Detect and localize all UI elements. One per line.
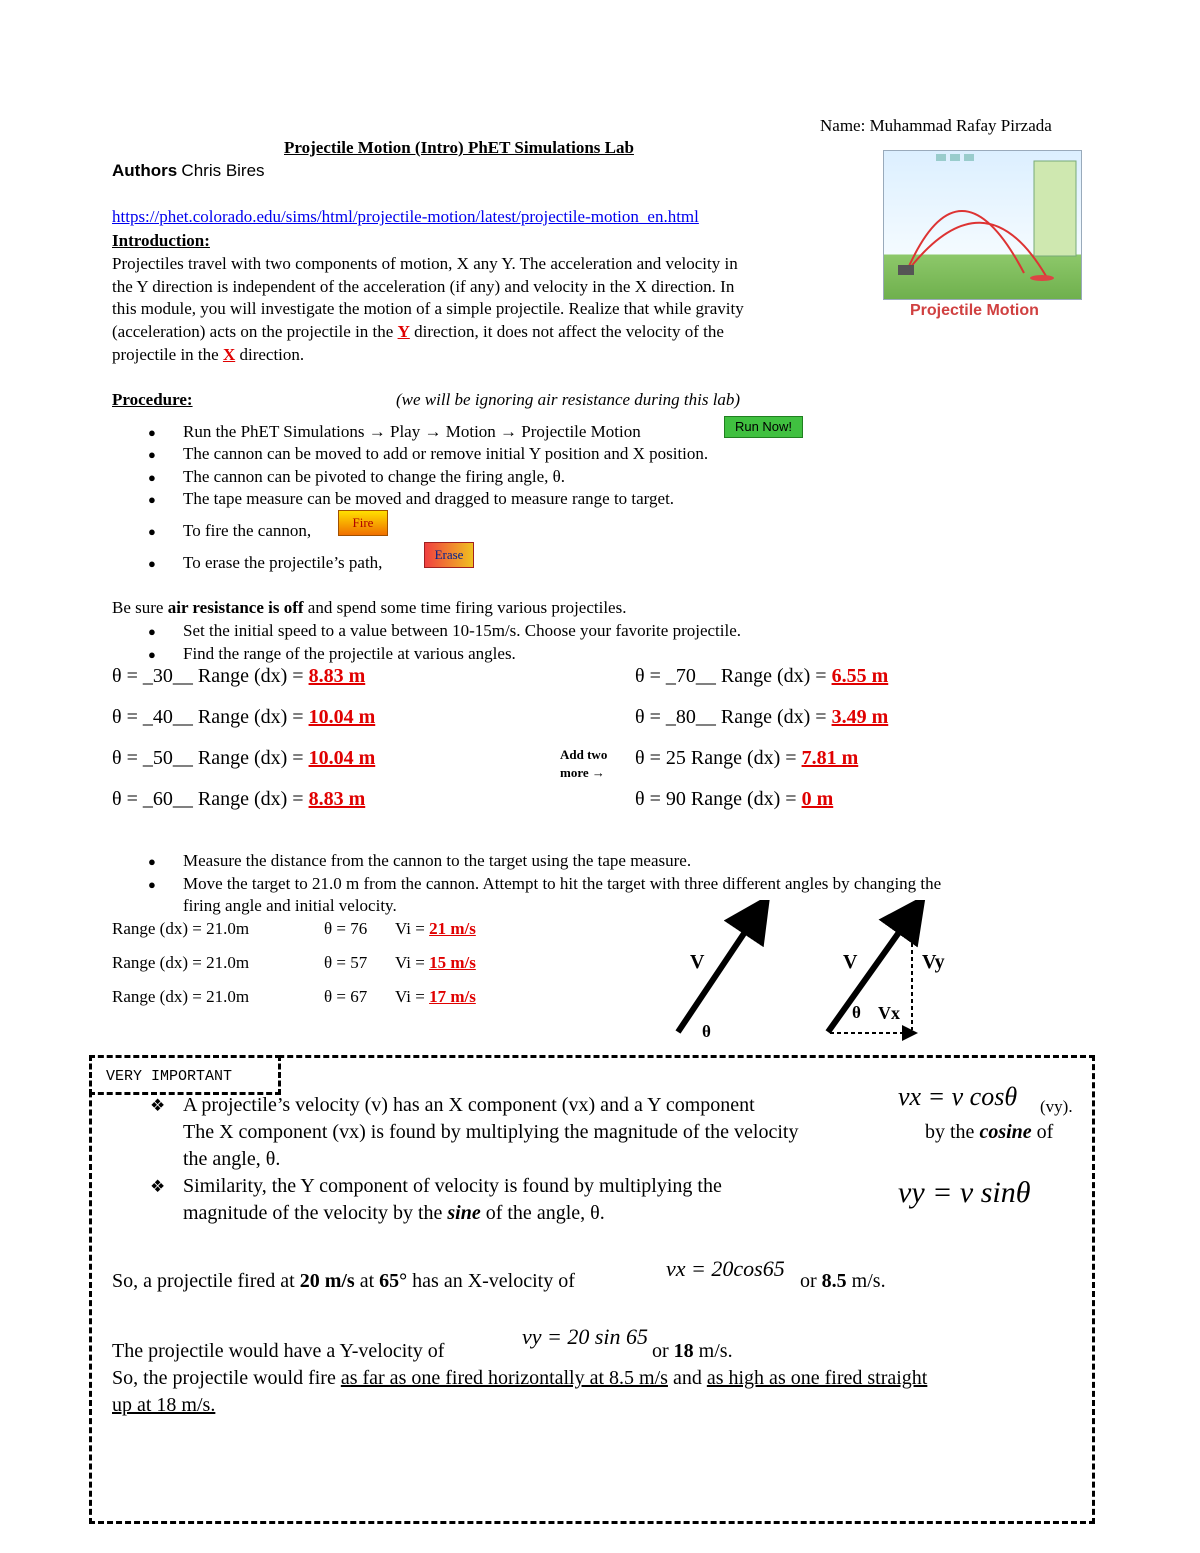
range-label: θ = _40__ Range (dx) =	[112, 706, 309, 728]
air-text: Be sure	[112, 598, 168, 617]
range-row	[112, 747, 375, 770]
intro-text: projectile in the	[112, 345, 223, 364]
s1-text: So, a projectile fired at	[112, 1270, 300, 1292]
air-step-2: Find the range of the projectile at various angles.	[183, 644, 516, 663]
vector-theta-label: θ	[702, 1022, 711, 1041]
p1-text: by the	[925, 1121, 980, 1143]
vector-v-label: V	[690, 951, 705, 973]
shot-range: Range (dx) = 21.0m	[112, 919, 250, 938]
shot-theta: θ = 57	[324, 953, 368, 972]
simulation-thumbnail[interactable]	[883, 150, 1082, 300]
intro-text: direction.	[235, 345, 305, 364]
air-text: and spend some time firing various projectiles.	[303, 598, 627, 617]
air-text-bold: air resistance is off	[167, 598, 304, 617]
bullet-icon: ●	[148, 524, 156, 539]
s2-text: or	[652, 1340, 674, 1362]
range-value: 3.49 m	[831, 706, 889, 728]
procedure-step-4: The tape measure can be moved and dragged to measure range to target.	[183, 489, 675, 508]
s2-text: m/s.	[693, 1340, 733, 1362]
bullet-icon: ●	[148, 470, 156, 485]
target-step-2: Move the target to 21.0 m from the cannon. Attempt to hit the target with three different angles by changing the	[183, 874, 942, 893]
target-step-1: Measure the distance from the cannon to the target using the tape measure.	[183, 851, 692, 870]
conclusion-line-2: up at 18 m/s.	[112, 1394, 216, 1416]
s1-speed: 20 m/s	[299, 1270, 355, 1292]
s3-text: So, the projectile would fire	[112, 1367, 341, 1389]
p2-text: magnitude of the velocity by the	[183, 1202, 448, 1224]
eq-vx: vx = v cosθ	[898, 1082, 1018, 1111]
intro-line-2: the Y direction is independent of the acceleration (if any) and velocity in the X direction. In	[112, 277, 735, 296]
add-two-more-label: more →	[560, 765, 605, 780]
important-p2a: Similarity, the Y component of velocity is found by multiplying the	[183, 1175, 722, 1197]
bullet-icon: ●	[148, 556, 156, 571]
vector-v-label: V	[843, 951, 858, 973]
range-row	[112, 706, 375, 729]
bullet-icon: ●	[148, 647, 156, 662]
bullet-icon: ●	[148, 447, 156, 462]
vi-value: 21 m/s	[429, 919, 476, 938]
cosine-word: cosine	[979, 1121, 1032, 1143]
vi-value: 15 m/s	[429, 953, 476, 972]
diamond-bullet-icon: ❖	[150, 1096, 166, 1115]
shot-vi	[395, 987, 476, 1007]
range-value: 10.04 m	[308, 747, 376, 769]
bullet-icon: ●	[148, 854, 156, 869]
example-line-2: The projectile would have a Y-velocity of	[112, 1340, 445, 1362]
range-label: θ = _30__ Range (dx) =	[112, 665, 309, 687]
vi-label: Vi =	[395, 919, 430, 938]
important-label-box	[89, 1055, 281, 1095]
target-step-2-cont: firing angle and initial velocity.	[183, 896, 397, 915]
important-p2b	[183, 1202, 605, 1225]
range-label: θ = _70__ Range (dx) =	[635, 665, 832, 687]
shot-theta: θ = 76	[324, 919, 368, 938]
example-line-2-result	[652, 1340, 733, 1363]
eq-vy: vy = v sinθ	[898, 1176, 1031, 1209]
bullet-icon: ●	[148, 624, 156, 639]
air-resistance-line	[112, 598, 626, 618]
range-label: θ = _60__ Range (dx) =	[112, 788, 309, 810]
bullet-icon: ●	[148, 425, 156, 440]
range-label: θ = _80__ Range (dx) =	[635, 706, 832, 728]
s1-text: or	[800, 1270, 822, 1292]
intro-text: direction, it does not affect the velocity of the	[409, 322, 724, 341]
range-row	[635, 788, 833, 811]
range-value: 7.81 m	[801, 747, 859, 769]
example-line-1-result	[800, 1270, 886, 1293]
range-row	[112, 665, 365, 688]
intro-line-3: this module, you will investigate the motion of a simple projectile. Realize that while gravity	[112, 299, 744, 318]
range-row	[635, 665, 888, 688]
vi-label: Vi =	[395, 953, 430, 972]
bullet-icon: ●	[148, 877, 156, 892]
eq-20sin65: vy = 20 sin 65	[522, 1324, 649, 1349]
range-value: 6.55 m	[831, 665, 889, 687]
trajectory-icon	[884, 151, 1081, 299]
intro-line-4	[112, 322, 724, 342]
s1-text: at	[354, 1270, 380, 1292]
procedure-step-5: To fire the cannon,	[183, 521, 312, 540]
shot-vi	[395, 953, 476, 973]
shot-range: Range (dx) = 21.0m	[112, 953, 250, 972]
procedure-step-2: The cannon can be moved to add or remove initial Y position and X position.	[183, 444, 709, 463]
eq-20cos65: vx = 20cos65	[666, 1256, 785, 1281]
s3-underline: as far as one fired horizontally at 8.5 m/s	[340, 1367, 668, 1389]
add-two-label: Add two	[560, 747, 608, 762]
important-p1c: The X component (vx) is found by multiplying the magnitude of the velocity	[183, 1121, 799, 1143]
student-name: Name: Muhammad Rafay Pirzada	[820, 116, 1052, 135]
range-label: θ = 90 Range (dx) =	[635, 788, 802, 810]
s2-vy-value: 18	[673, 1340, 694, 1362]
procedure-note: (we will be ignoring air resistance during this lab)	[396, 390, 741, 409]
shot-vi	[395, 919, 476, 939]
s1-vx-value: 8.5	[821, 1270, 847, 1292]
important-p1d	[925, 1121, 1053, 1144]
range-row	[635, 706, 888, 729]
important-p1g: the angle, θ.	[183, 1148, 281, 1170]
p2-text: of the angle, θ.	[480, 1202, 605, 1224]
authors-label: Authors	[112, 161, 178, 180]
range-value: 10.04 m	[308, 706, 376, 728]
important-p1a: A projectile’s velocity (v) has an X component (vx) and a Y component	[183, 1094, 755, 1116]
diamond-bullet-icon: ❖	[150, 1177, 166, 1196]
air-step-1: Set the initial speed to a value between 10-15m/s. Choose your favorite projectile.	[183, 621, 742, 640]
s1-text: has an X-velocity of	[407, 1270, 575, 1292]
authors-name: Chris Bires	[181, 161, 265, 180]
sine-word: sine	[447, 1202, 481, 1224]
page-title: Projectile Motion (Intro) PhET Simulations Lab	[284, 138, 634, 157]
range-value: 8.83 m	[308, 665, 366, 687]
fire-button[interactable]: Fire	[338, 510, 388, 536]
vector-theta-label: θ	[852, 1003, 861, 1022]
conclusion-line	[112, 1367, 927, 1390]
x-highlight: X	[222, 345, 236, 364]
example-line-1	[112, 1270, 575, 1293]
vi-label: Vi =	[395, 987, 430, 1006]
procedure-step-1: Run the PhET Simulations → Play → Motion → Projectile Motion	[183, 422, 641, 441]
run-now-button[interactable]: Run Now!	[724, 416, 803, 438]
important-label: VERY IMPORTANT	[106, 1068, 233, 1085]
intro-line-1: Projectiles travel with two components of motion, X any Y. The acceleration and velocity in	[112, 254, 738, 273]
bullet-icon: ●	[148, 492, 156, 507]
erase-button[interactable]: Erase	[424, 542, 474, 568]
p1-text: of	[1031, 1121, 1054, 1143]
intro-line-5	[112, 345, 304, 365]
thumbnail-caption: Projectile Motion	[910, 302, 1039, 319]
intro-text: (acceleration) acts on the projectile in the	[112, 322, 398, 341]
vector-vy-label: Vy	[922, 951, 945, 973]
procedure-step-3: The cannon can be pivoted to change the firing angle, θ.	[183, 467, 566, 486]
range-value: 8.83 m	[308, 788, 366, 810]
s1-angle: 65°	[379, 1270, 408, 1292]
intro-heading: Introduction:	[112, 231, 210, 250]
important-p1b: (vy).	[1040, 1097, 1073, 1116]
shot-range: Range (dx) = 21.0m	[112, 987, 250, 1006]
vector-vx-label: Vx	[878, 1003, 900, 1023]
procedure-step-6: To erase the projectile’s path,	[183, 553, 383, 572]
s3-underline: as high as one fired straight	[706, 1367, 928, 1389]
shot-theta: θ = 67	[324, 987, 368, 1006]
phet-link[interactable]: https://phet.colorado.edu/sims/html/projectile-motion/latest/projectile-motion_en.html	[112, 207, 699, 226]
vi-value: 17 m/s	[429, 987, 476, 1006]
range-label: θ = 25 Range (dx) =	[635, 747, 802, 769]
y-highlight: Y	[397, 322, 410, 341]
s3-text: and	[667, 1367, 707, 1389]
s1-text: m/s.	[846, 1270, 886, 1292]
range-row	[635, 747, 858, 770]
range-label: θ = _50__ Range (dx) =	[112, 747, 309, 769]
range-row	[112, 788, 365, 811]
authors-line	[112, 161, 265, 181]
procedure-heading: Procedure:	[112, 390, 193, 409]
range-value: 0 m	[801, 788, 834, 810]
